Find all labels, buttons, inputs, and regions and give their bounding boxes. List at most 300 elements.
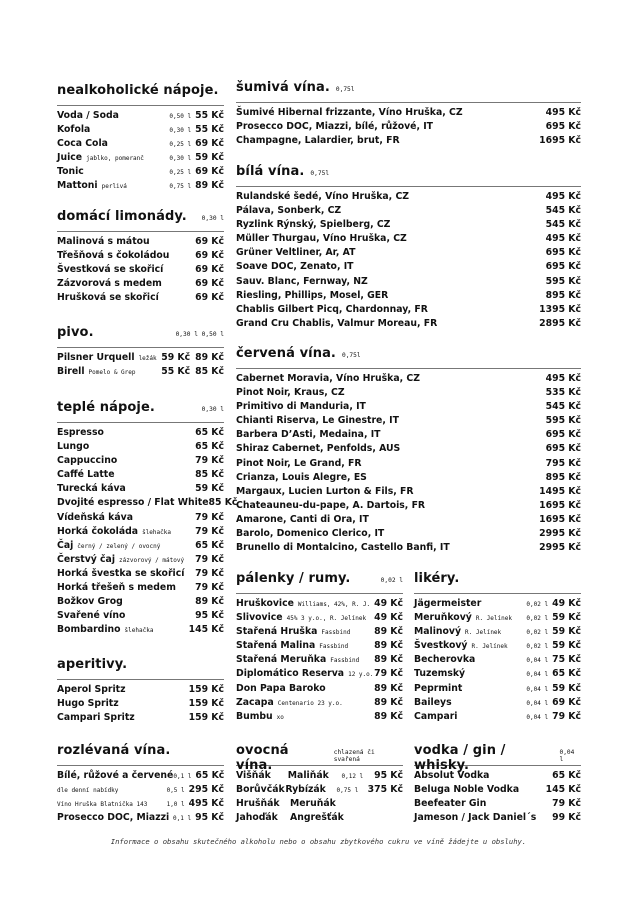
item-price: 79 Kč (552, 798, 581, 810)
menu-item (57, 483, 224, 497)
item-name: Amarone, Canti di Ora, IT (236, 513, 369, 525)
item-volume: 0,12 l (341, 773, 364, 780)
item-name: Hrušková se skořicí (57, 292, 159, 304)
menu-item (57, 152, 224, 166)
menu-item (236, 486, 581, 500)
item-price: 69 Kč (195, 264, 224, 276)
item-name: Bombardino (57, 624, 121, 636)
ovocna-sub: chlazená či svařená (333, 749, 375, 763)
ovocna-list (236, 766, 403, 826)
item-note: 45% 3 y.o., R. Jelínek (286, 615, 367, 623)
item-name: Třešňová s čokoládou (57, 250, 170, 262)
item-name: Cabernet Moravia, Víno Hruška, CZ (236, 373, 420, 384)
menu-item (57, 469, 224, 483)
item-note: xo (276, 713, 284, 721)
item-price: 89 Kč (374, 654, 403, 666)
item-price: 65 Kč (552, 668, 581, 680)
aperitivy-header (57, 654, 224, 680)
item-note: Williams, 42%, R. J. (297, 601, 371, 608)
item-note: 12 y.o. (348, 671, 374, 679)
item-name: Meruňkový (414, 612, 472, 624)
menu-item (57, 582, 224, 596)
menu-item (57, 366, 224, 380)
item-price: 1695 Kč (539, 499, 581, 511)
teple-title: teplé nápoje. (57, 400, 155, 415)
menu-item (236, 121, 581, 135)
item-price: 79 Kč (195, 525, 224, 537)
item-price: 545 Kč (545, 219, 581, 231)
item-note: R. Jelínek (465, 629, 502, 637)
menu-item (57, 166, 224, 180)
section-limo (57, 206, 224, 306)
item-price: 69 Kč (552, 696, 581, 708)
item-name: Víno Hruška Blatnička 143 (57, 801, 148, 809)
item-name: Aperol Spritz (57, 684, 126, 695)
limo-vol: 0,30 l (201, 215, 224, 222)
item-price: 1495 Kč (539, 485, 581, 497)
section-vodka (414, 740, 581, 826)
limo-header (57, 206, 224, 232)
item-name: Primitivo di Manduria, IT (236, 401, 366, 413)
menu-item (57, 770, 224, 784)
bila-header (236, 161, 581, 187)
item-name: Švestková se skořicí (57, 264, 164, 276)
item-name: Maliňák (287, 770, 329, 781)
aperitivy-list (57, 680, 224, 726)
pivo-header (57, 322, 224, 348)
item-volume: 0,02 l (526, 615, 549, 623)
item-name: Ryzlink Rýnský, Spielberg, CZ (236, 219, 391, 231)
menu-item (57, 698, 224, 712)
menu-item (236, 387, 581, 401)
item-price: 59 Kč (552, 626, 581, 638)
likery-title: likéry. (414, 571, 460, 586)
menu-item (236, 711, 403, 725)
item-price: 1695 Kč (539, 513, 581, 525)
nealko-title: nealkoholické nápoje. (57, 83, 219, 98)
menu-item (414, 798, 581, 812)
item-volume: 0,02 l (526, 601, 549, 608)
item-note: Fassbind (321, 629, 351, 637)
menu-item (236, 668, 403, 682)
menu-item (236, 770, 403, 784)
item-name: Pinot Noir, Le Grand, FR (236, 457, 362, 469)
item-price: 2995 Kč (539, 542, 581, 554)
item-name: Birell (57, 366, 85, 378)
item-price: 49 Kč (552, 598, 581, 609)
item-note: perlivá (101, 183, 127, 191)
menu-item (414, 812, 581, 826)
menu-item (236, 784, 403, 798)
menu-item (57, 812, 224, 826)
menu-item (57, 712, 224, 726)
menu-item (57, 138, 224, 152)
item-price: 65 Kč (195, 770, 225, 781)
item-price: 69 Kč (195, 292, 224, 304)
likery-header (414, 568, 581, 594)
menu-item (236, 415, 581, 429)
item-price: 69 Kč (195, 166, 224, 178)
pivo-vol: 0,30 l 0,50 l (175, 331, 224, 338)
item-name: Barbera D’Asti, Medaina, IT (236, 429, 381, 441)
menu-item (414, 640, 581, 654)
item-name: Chateauneu-du-pape, A. Dartois, FR (236, 499, 426, 511)
item-price-large: 89 Kč (195, 352, 224, 363)
item-volume: 0,25 l (169, 141, 192, 149)
menu-item (236, 219, 581, 233)
item-name: Stařená Hruška (236, 626, 318, 638)
item-price: 545 Kč (545, 205, 581, 217)
item-name: Hugo Spritz (57, 698, 119, 710)
cervena-header (236, 343, 581, 369)
item-price: 495 Kč (545, 107, 581, 118)
item-price: 495 Kč (188, 798, 224, 810)
item-name: Stařená Meruňka (236, 654, 327, 666)
section-cervena (236, 343, 581, 556)
menu-item (414, 626, 581, 640)
item-name: Šumivé Hibernal frizzante, Víno Hruška, CZ (236, 107, 463, 118)
palenky-header (236, 568, 403, 594)
menu-item (57, 684, 224, 698)
menu-item (236, 528, 581, 542)
menu-item (57, 441, 224, 455)
item-note: zázvorový / mátový (119, 556, 185, 564)
item-name: Shiraz Cabernet, Penfolds, AUS (236, 443, 401, 455)
palenky-list (236, 594, 403, 725)
menu-item (57, 292, 224, 306)
menu-item (236, 247, 581, 261)
item-volume: 0,1 l (173, 815, 192, 823)
item-price: 79 Kč (195, 567, 224, 579)
limo-list (57, 232, 224, 306)
item-name: Riesling, Phillips, Mosel, GER (236, 289, 389, 301)
item-price: 2895 Kč (539, 317, 581, 329)
section-likery (414, 568, 581, 725)
item-price: 59 Kč (195, 483, 224, 495)
item-price: 495 Kč (545, 373, 581, 384)
item-price: 1695 Kč (539, 135, 581, 147)
item-price: 99 Kč (552, 812, 581, 824)
item-name: Prosecco DOC, Miazzi (57, 812, 170, 824)
menu-item (57, 110, 224, 124)
item-price: 89 Kč (374, 682, 403, 694)
item-price: 85 Kč (208, 497, 238, 509)
menu-item (57, 554, 224, 568)
menu-item (57, 427, 224, 441)
item-name: dle denní nabídky (57, 787, 119, 795)
menu-item (57, 596, 224, 610)
section-title (57, 80, 224, 106)
item-note: R. Jelínek (475, 615, 512, 623)
item-name: Angrešťák (290, 812, 344, 824)
item-price-small: 55 Kč (161, 366, 191, 378)
menu-item (236, 514, 581, 528)
sumiva-header (236, 77, 581, 103)
item-name: Rulandské šedé, Víno Hruška, CZ (236, 191, 410, 202)
item-name: Grüner Veltliner, Ar, AT (236, 247, 356, 259)
item-name: Jameson / Jack Daniel´s (414, 812, 537, 824)
item-price: 495 Kč (545, 191, 581, 202)
menu-item (236, 598, 403, 612)
item-name: Barolo, Domenico Clerico, IT (236, 528, 385, 540)
menu-item (57, 250, 224, 264)
aperitivy-title: aperitivy. (57, 657, 128, 672)
item-volume: 0,02 l (526, 629, 549, 637)
item-volume: 0,30 l (169, 155, 192, 163)
item-name: Don Papa Baroko (236, 682, 326, 694)
item-name: Pálava, Sonberk, CZ (236, 205, 342, 217)
item-name: Čerstvý čaj (57, 553, 116, 565)
menu-item (236, 429, 581, 443)
footer-note: Informace o obsahu skutečného alkoholu nebo o obsahu zbytkového cukru ve víně žádejte u obsluhy. (110, 837, 527, 846)
item-price: 89 Kč (374, 626, 403, 638)
item-name: Soave DOC, Zenato, IT (236, 261, 354, 273)
ovocna-header (236, 740, 403, 773)
section-aperitivy (57, 654, 224, 726)
menu-item (236, 500, 581, 514)
item-name: Zacapa (236, 696, 274, 708)
item-price: 895 Kč (545, 471, 581, 483)
item-volume: 0,30 l (169, 127, 192, 135)
item-name: Becherovka (414, 654, 476, 666)
item-volume: 1,0 l (166, 801, 185, 809)
item-name: Müller Thurgau, Víno Hruška, CZ (236, 233, 407, 245)
menu-item (236, 683, 403, 697)
section-sumiva (236, 77, 581, 149)
item-name: Crianza, Louis Alegre, ES (236, 471, 367, 483)
item-name: Vídeňská káva (57, 511, 133, 523)
item-note: jablko, pomeranč (86, 155, 144, 163)
item-price: 595 Kč (545, 275, 581, 287)
menu-item (57, 264, 224, 278)
item-name: Božkov Grog (57, 596, 123, 608)
menu-item (57, 497, 238, 511)
item-name: Beluga Noble Vodka (414, 784, 520, 796)
item-name: Švestkový (414, 640, 468, 652)
palenky-title: pálenky / rumy. (236, 571, 351, 586)
menu-item (236, 304, 581, 318)
bila-list (236, 187, 581, 332)
item-price: 495 Kč (545, 233, 581, 245)
menu-item (57, 540, 224, 554)
likery-list (414, 594, 581, 725)
item-volume: 0,75 l (336, 787, 359, 795)
menu-item (236, 458, 581, 472)
item-name: Meruňák (290, 798, 336, 810)
item-volume: 0,04 l (526, 657, 549, 665)
item-price: 95 Kč (374, 770, 403, 781)
item-price: 375 Kč (367, 784, 403, 796)
item-price: 2995 Kč (539, 528, 581, 540)
menu-item (236, 697, 403, 711)
menu-item (236, 472, 581, 486)
menu-item (57, 124, 224, 138)
item-name: Malinový (414, 626, 462, 638)
item-price: 895 Kč (545, 289, 581, 301)
item-price: 159 Kč (188, 698, 224, 710)
item-price: 795 Kč (545, 457, 581, 469)
cervena-list (236, 369, 581, 556)
item-price: 79 Kč (195, 511, 224, 523)
item-name: Juice (57, 152, 83, 164)
item-price: 295 Kč (188, 784, 224, 796)
menu-item (414, 612, 581, 626)
item-name: Diplomático Reserva (236, 668, 345, 680)
menu-item (57, 352, 224, 366)
item-price: 55 Kč (195, 124, 224, 136)
item-volume: 0,25 l (169, 169, 192, 177)
menu-item (236, 401, 581, 415)
item-price: 79 Kč (552, 710, 581, 722)
item-price: 79 Kč (374, 668, 403, 680)
item-name: Campari (414, 710, 458, 722)
item-name: Peprmint (414, 682, 463, 694)
item-price: 89 Kč (195, 596, 224, 608)
menu-item (236, 798, 403, 812)
item-name: Lungo (57, 441, 90, 453)
section-nealko (57, 80, 224, 195)
item-note: Fassbind (319, 643, 349, 651)
menu-item (236, 233, 581, 247)
menu-item (236, 812, 403, 826)
item-name: Beefeater Gin (414, 798, 487, 810)
sumiva-list (236, 103, 581, 149)
item-price-large: 85 Kč (195, 366, 224, 378)
teple-vol: 0,30 l (201, 406, 224, 413)
item-note: šlehačka (142, 528, 171, 536)
item-name: Kofola (57, 124, 91, 136)
item-price: 159 Kč (188, 684, 224, 695)
item-price: 69 Kč (195, 138, 224, 150)
item-price: 695 Kč (545, 261, 581, 273)
item-name: Tonic (57, 166, 84, 178)
item-name: Brunello di Montalcino, Castello Banfi, IT (236, 542, 450, 554)
menu-item (236, 373, 581, 387)
item-name: Turecká káva (57, 483, 126, 495)
ovocna-title: ovocná vína. (236, 743, 289, 773)
menu-item (57, 798, 224, 812)
menu-item (236, 654, 403, 668)
item-price: 1395 Kč (539, 303, 581, 315)
item-note: šlehačka (124, 627, 154, 635)
item-note: R. Jelínek (471, 643, 508, 651)
menu-item (236, 205, 581, 219)
item-note: Centenario 23 y.o. (277, 699, 343, 707)
item-name: Campari Spritz (57, 712, 135, 724)
item-name: Bílé, růžové a červené (57, 770, 174, 781)
limo-title: domácí limonády. (57, 209, 187, 224)
vodka-header (414, 740, 581, 773)
menu-item (414, 711, 581, 725)
item-name: Caffé Latte (57, 469, 115, 481)
item-name: Chablis Gilbert Picq, Chardonnay, FR (236, 303, 428, 315)
menu-item (57, 610, 224, 624)
item-name: Mattoni (57, 180, 98, 192)
item-note: Pomelo & Grep (88, 369, 136, 377)
sumiva-vol: 0,75l (335, 86, 355, 93)
item-price: 65 Kč (195, 441, 224, 453)
item-price: 95 Kč (195, 812, 224, 824)
item-name: Baileys (414, 696, 452, 708)
item-name: Slivovice (236, 612, 283, 624)
item-price: 695 Kč (545, 443, 581, 455)
menu-item (414, 598, 581, 612)
item-name: Jägermeister (414, 598, 482, 609)
item-name: Prosecco DOC, Miazzi, bílé, růžové, IT (236, 121, 434, 133)
menu-item (236, 261, 581, 275)
menu-item (236, 276, 581, 290)
vodka-list (414, 766, 581, 826)
item-volume: 0,04 l (526, 685, 549, 693)
item-name: Voda / Soda (57, 110, 119, 121)
menu-item (57, 568, 224, 582)
section-palenky (236, 568, 403, 725)
item-price: 69 Kč (195, 278, 224, 290)
rozlevana-title: rozlévaná vína. (57, 743, 171, 758)
item-price: 535 Kč (545, 387, 581, 399)
item-price: 695 Kč (545, 121, 581, 133)
item-volume: 0,75 l (169, 183, 192, 191)
item-name: Chianti Riserva, Le Ginestre, IT (236, 415, 399, 427)
item-volume: 0,04 l (526, 699, 549, 707)
item-price: 89 Kč (195, 180, 224, 192)
item-price: 59 Kč (552, 682, 581, 694)
cervena-title: červená vína. (236, 346, 336, 361)
menu-item (236, 191, 581, 205)
item-name: Coca Cola (57, 138, 108, 150)
item-price: 159 Kč (188, 712, 224, 724)
item-price: 79 Kč (195, 582, 224, 594)
bila-title: bílá vína. (236, 164, 305, 179)
item-note: Fassbind (330, 657, 360, 665)
item-price: 59 Kč (552, 640, 581, 652)
item-name: Čaj (57, 539, 74, 551)
item-name: Stařená Malina (236, 640, 316, 652)
item-name: Horká třešeň s medem (57, 582, 176, 594)
teple-header (57, 397, 224, 423)
menu-item (236, 443, 581, 457)
item-volume: 0,04 l (526, 671, 549, 679)
menu-item (57, 180, 224, 194)
item-note: ležák (138, 355, 157, 362)
item-price: 89 Kč (374, 640, 403, 652)
item-name: Borůvčák (236, 784, 285, 796)
item-price: 65 Kč (552, 770, 581, 781)
item-price: 69 Kč (195, 250, 224, 262)
menu-item (236, 626, 403, 640)
menu-item (236, 318, 581, 332)
menu-item (57, 455, 224, 469)
pivo-title: pivo. (57, 325, 94, 340)
item-name: Višňák (236, 770, 271, 781)
item-name: Dvojité espresso / Flat White (57, 497, 209, 509)
item-name: Sauv. Blanc, Fernway, NZ (236, 275, 368, 287)
item-price: 49 Kč (374, 612, 403, 624)
menu-item (414, 784, 581, 798)
item-note: černý / zelený / ovocný (77, 542, 161, 550)
item-name: Malinová s mátou (57, 236, 150, 247)
item-volume: 0,5 l (166, 787, 185, 795)
item-price: 59 Kč (195, 152, 224, 164)
item-volume: 0,04 l (526, 713, 549, 721)
item-name: Grand Cru Chablis, Valmur Moreau, FR (236, 317, 438, 329)
item-price: 89 Kč (374, 696, 403, 708)
section-pivo (57, 322, 224, 380)
menu-item (57, 236, 224, 250)
menu-item (414, 668, 581, 682)
palenky-vol: 0,02 l (380, 577, 403, 584)
item-name: Rybízák (285, 784, 326, 796)
